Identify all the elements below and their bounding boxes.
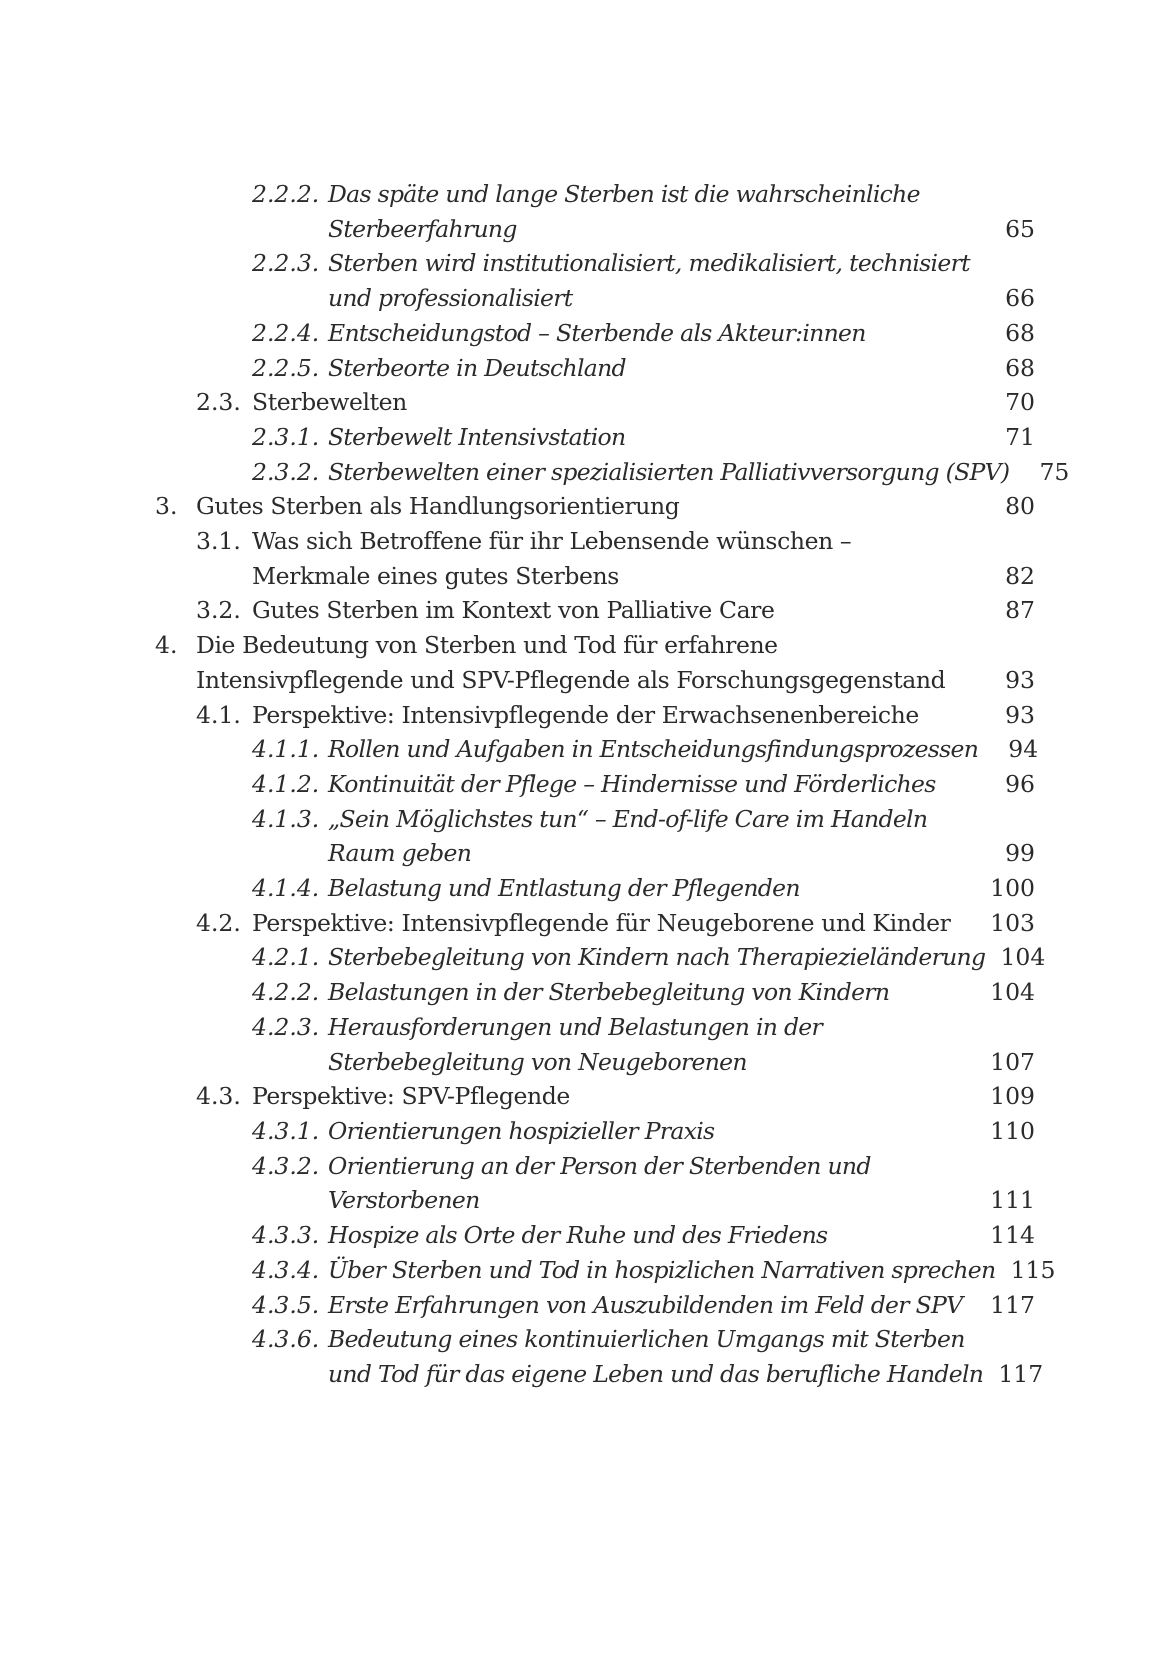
toc-entry	[155, 1253, 1056, 1288]
section-title-line: Gutes Sterben im Kontext von Palliative Care	[252, 596, 775, 625]
page-number: 80	[1005, 492, 1035, 521]
section-title	[328, 1218, 975, 1253]
section-number: 4.3.5.	[252, 1290, 320, 1319]
section-title	[328, 177, 975, 246]
page-number: 107	[990, 1047, 1035, 1076]
page-number: 71	[1005, 422, 1035, 451]
toc-entry	[155, 1114, 1035, 1149]
page-number: 66	[1005, 284, 1035, 313]
toc-entry	[155, 246, 1035, 315]
toc-entry	[155, 940, 1046, 975]
section-number: 3.1.	[196, 527, 241, 556]
section-title-line: „Sein Möglichstes tun“ – End-of-life Care im Handeln	[328, 804, 928, 833]
section-title-line: Sterbeerfahrung	[328, 214, 517, 243]
toc-entry	[155, 698, 1035, 733]
page-number: 93	[1005, 665, 1035, 694]
toc-entry	[155, 767, 1035, 802]
section-title	[328, 767, 975, 802]
toc-entry	[155, 906, 1035, 941]
section-title-line: Sterbewelten einer spezialisierten Palliativversorgung (SPV)	[328, 457, 1010, 486]
section-title-line: Verstorbenen	[328, 1186, 480, 1215]
page-number: 65	[1005, 214, 1035, 243]
section-title	[196, 628, 975, 697]
page-number: 99	[1005, 839, 1035, 868]
page-number: 68	[1005, 318, 1035, 347]
section-number: 2.2.2.	[252, 180, 320, 208]
page-number: 87	[1005, 596, 1035, 625]
section-number: 4.3.6.	[252, 1325, 320, 1354]
page-number: 70	[1005, 388, 1035, 417]
section-number: 4.1.4.	[252, 874, 320, 903]
section-title	[328, 871, 975, 906]
section-title-line: Sterbebegleitung von Neugeborenen	[328, 1047, 747, 1076]
toc-entry	[155, 1288, 1035, 1323]
toc-entry	[155, 1218, 1035, 1253]
section-number: 3.	[155, 492, 178, 521]
page-number: 110	[990, 1116, 1035, 1145]
toc-entry	[155, 975, 1035, 1010]
section-title-line: Die Bedeutung von Sterben und Tod für erfahrene	[196, 631, 778, 660]
toc-entry	[155, 316, 1035, 351]
section-title-line: Das späte und lange Sterben ist die wahrscheinliche	[328, 180, 920, 208]
section-number: 2.2.3.	[252, 249, 320, 278]
section-title-line: Belastungen in der Sterbebegleitung von Kindern	[328, 978, 890, 1007]
section-title-line: und professionalisiert	[328, 284, 573, 313]
toc-entry	[155, 628, 1035, 697]
section-title-line: Merkmale eines gutes Sterbens	[252, 561, 619, 590]
toc-entry	[155, 593, 1035, 628]
page-number: 109	[990, 1082, 1035, 1111]
section-title-line: Intensivpflegende und SPV-Pflegende als Forschungsgegenstand	[196, 665, 946, 694]
section-title	[328, 1010, 975, 1079]
section-title	[252, 385, 975, 420]
section-title	[328, 1149, 975, 1218]
section-title	[252, 593, 975, 628]
section-title-line: Was sich Betroffene für ihr Lebensende wünschen –	[252, 527, 852, 556]
toc-entry	[155, 802, 1035, 871]
section-title	[252, 698, 975, 733]
section-number: 4.3.2.	[252, 1151, 320, 1180]
section-title	[328, 732, 978, 767]
section-title	[328, 246, 975, 315]
section-number: 2.3.	[196, 388, 241, 417]
section-title-line: Gutes Sterben als Handlungsorientierung	[196, 492, 680, 521]
page-number: 100	[990, 874, 1035, 903]
page-number: 75	[1039, 457, 1070, 486]
section-title	[328, 802, 975, 871]
section-title	[328, 351, 975, 386]
section-title	[328, 1253, 995, 1288]
section-title-line: Kontinuität der Pflege – Hindernisse und Förderliches	[328, 769, 936, 798]
section-title-line: Orientierungen hospizieller Praxis	[328, 1116, 715, 1145]
section-title-line: Sterbewelt Intensivstation	[328, 422, 626, 451]
section-title	[252, 524, 975, 593]
toc-entry	[155, 1010, 1035, 1079]
section-title-line: Sterbewelten	[252, 388, 407, 417]
section-number: 4.2.3.	[252, 1012, 320, 1041]
toc-entry	[155, 1149, 1035, 1218]
page-number: 82	[1005, 561, 1035, 590]
toc-entry	[155, 524, 1035, 593]
section-title	[328, 1288, 975, 1323]
section-number: 2.3.2.	[252, 457, 320, 486]
section-number: 4.2.1.	[252, 943, 320, 972]
toc-entry	[155, 871, 1035, 906]
page-number: 104	[990, 978, 1035, 1007]
section-title-line: Belastung und Entlastung der Pflegenden	[328, 874, 800, 903]
section-title	[252, 906, 975, 941]
section-number: 4.1.3.	[252, 804, 320, 833]
toc-entry	[155, 455, 1070, 490]
section-title-line: Sterbeorte in Deutschland	[328, 353, 626, 382]
page-number: 111	[990, 1186, 1035, 1215]
section-title	[328, 1322, 983, 1391]
page-number: 117	[998, 1359, 1044, 1388]
section-title	[328, 420, 975, 455]
section-number: 4.3.3.	[252, 1221, 320, 1250]
section-title-line: Bedeutung eines kontinuierlichen Umgangs mit Sterben	[328, 1325, 965, 1354]
section-title-line: und Tod für das eigene Leben und das berufliche Handeln	[328, 1359, 984, 1388]
toc-entry	[155, 420, 1035, 455]
section-number: 3.2.	[196, 596, 241, 625]
section-number: 4.1.1.	[252, 735, 320, 764]
section-number: 2.2.5.	[252, 353, 320, 382]
toc-entry	[155, 351, 1035, 386]
section-title	[328, 1114, 975, 1149]
page-number: 68	[1005, 353, 1035, 382]
table-of-contents	[155, 177, 1070, 1392]
page-number: 96	[1005, 769, 1035, 798]
toc-entry	[155, 732, 1039, 767]
section-number: 4.	[155, 631, 178, 660]
toc-entry	[155, 1079, 1035, 1114]
toc-entry	[155, 177, 1035, 246]
section-number: 4.1.	[196, 700, 241, 729]
section-title	[252, 1079, 975, 1114]
page-number: 114	[990, 1221, 1035, 1250]
section-title-line: Perspektive: Intensivpflegende für Neugeborene und Kinder	[252, 908, 951, 937]
section-title-line: Raum geben	[328, 839, 472, 868]
section-title	[328, 940, 985, 975]
section-number: 4.3.	[196, 1082, 241, 1111]
section-title-line: Hospize als Orte der Ruhe und des Friedens	[328, 1221, 828, 1250]
section-title-line: Über Sterben und Tod in hospizlichen Narrativen sprechen	[328, 1255, 996, 1284]
section-title	[328, 455, 1009, 490]
section-title-line: Entscheidungstod – Sterbende als Akteur:innen	[328, 318, 866, 347]
toc-entry	[155, 1322, 1044, 1391]
section-title	[328, 975, 975, 1010]
section-number: 2.3.1.	[252, 422, 320, 451]
section-number: 4.3.4.	[252, 1255, 320, 1284]
section-title-line: Orientierung an der Person der Sterbenden und	[328, 1151, 871, 1180]
section-title-line: Herausforderungen und Belastungen in der	[328, 1012, 823, 1041]
section-title-line: Erste Erfahrungen von Auszubildenden im Feld der SPV	[328, 1290, 963, 1319]
section-number: 2.2.4.	[252, 318, 320, 347]
section-title-line: Rollen und Aufgaben in Entscheidungsfindungsprozessen	[328, 735, 979, 764]
page-number: 103	[990, 908, 1035, 937]
section-title-line: Sterbebegleitung von Kindern nach Therapiezieländerung	[328, 943, 986, 972]
toc-entry	[155, 385, 1035, 420]
section-number: 4.2.2.	[252, 978, 320, 1007]
page-number: 117	[990, 1290, 1035, 1319]
section-title	[196, 489, 975, 524]
section-title	[328, 316, 975, 351]
section-number: 4.1.2.	[252, 769, 320, 798]
section-title-line: Perspektive: Intensivpflegende der Erwachsenenbereiche	[252, 700, 919, 729]
page-number: 94	[1008, 735, 1039, 764]
page-number: 104	[1000, 943, 1046, 972]
page-number: 115	[1010, 1255, 1056, 1284]
page-number: 93	[1005, 700, 1035, 729]
section-title-line: Sterben wird institutionalisiert, medikalisiert, technisiert	[328, 249, 970, 278]
section-title-line: Perspektive: SPV-Pflegende	[252, 1082, 570, 1111]
section-number: 4.3.1.	[252, 1116, 320, 1145]
section-number: 4.2.	[196, 908, 241, 937]
toc-entry	[155, 489, 1035, 524]
